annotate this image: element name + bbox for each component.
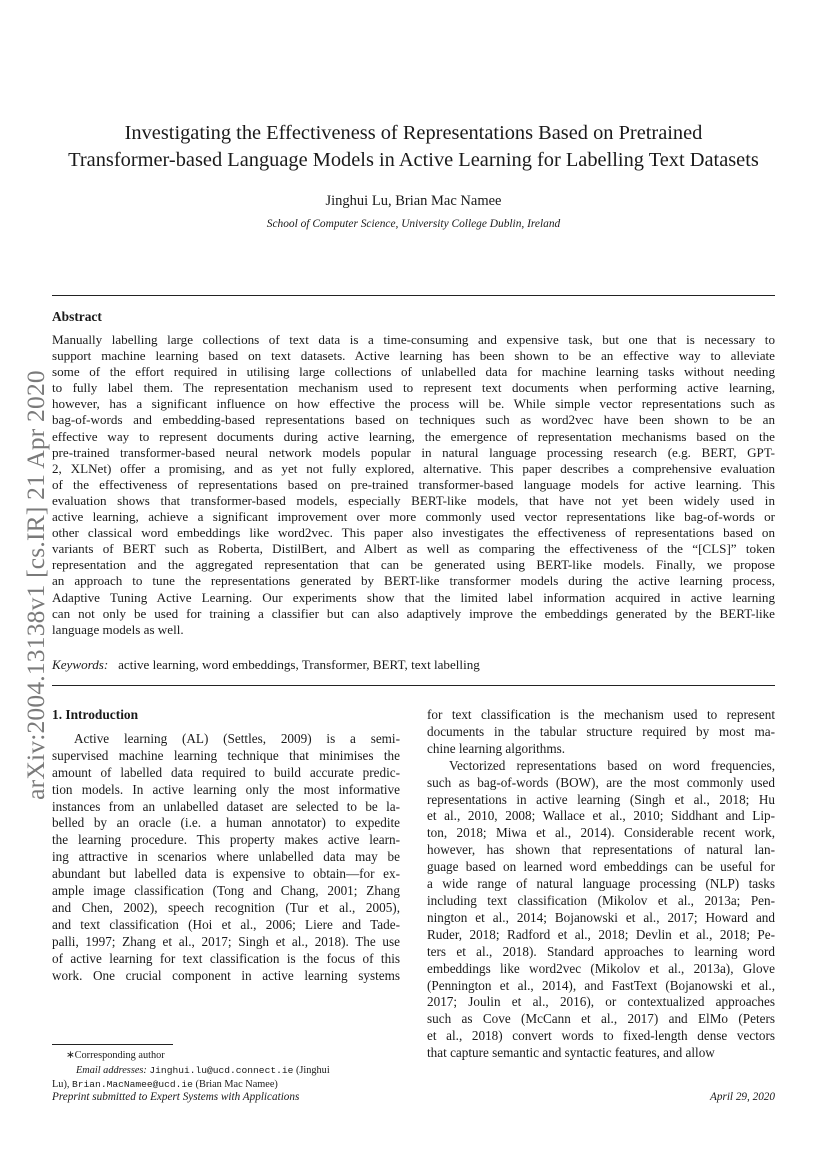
- abstract-heading: Abstract: [52, 309, 102, 324]
- abstract-body: [52, 332, 775, 638]
- text-line: for text classification is the mechanism used to represent: [427, 707, 775, 722]
- text-line: supervised machine learning technique that minimises the: [52, 747, 400, 763]
- text-line: an approach to tune the representations generated by BERT-like transformer models during the active learning process,: [52, 573, 775, 589]
- text-line: and text classification (Hoi et al., 2006; Liere and Tade-: [52, 916, 400, 932]
- intro-right-column: [427, 707, 775, 1062]
- footnote-rule: [52, 1044, 173, 1045]
- email-owner: (Brian Mac Namee): [195, 1079, 278, 1091]
- text-line: ample image classification (Tong and Chang, 2001; Zhang: [52, 883, 400, 899]
- text-line: amount of labelled data required to build accurate predic-: [52, 764, 400, 780]
- title-line: Transformer-based Language Models in Active Learning for Labelling Text Datasets: [68, 149, 759, 171]
- authors: Jinghui Lu, Brian Mac Namee: [325, 193, 502, 209]
- text-line: Vectorized representations based on word frequencies,: [449, 757, 775, 773]
- text-line: ters et al., 2018). Standard approaches to learning word: [427, 943, 775, 959]
- text-line: variants of BERT such as Roberta, DistilBert, and Albert as well as comparing the effectiveness of the “[CLS]” token: [52, 541, 775, 557]
- text-line: ing attractive in scenarios where unlabelled data may be: [52, 849, 400, 865]
- text-line: tion models. In active learning only the most informative: [52, 781, 400, 797]
- text-line: chine learning algorithms.: [427, 740, 566, 756]
- text-line: a wide range of natural language processing (NLP) tasks: [427, 876, 775, 892]
- title-line: Investigating the Effectiveness of Representations Based on Pretrained: [124, 122, 703, 144]
- text-line: belled by an oracle (i.e. a human annotator) to expedite: [52, 815, 400, 831]
- text-line: ton, 2018; Miwa et al., 2014). Considerable recent work,: [427, 825, 775, 841]
- text-line: other classical word embeddings like word2vec. This paper also investigates the effectiveness of representations based on: [52, 525, 775, 541]
- text-line: abundant but labelled data is expensive to obtain—for ex-: [52, 866, 400, 882]
- intro-paragraph: [52, 731, 400, 985]
- footer-journal: Preprint submitted to Expert Systems with Applications: [52, 1091, 300, 1103]
- text-line: bag-of-words and embedding-based representations based on techniques such as word2vec have been shown to be an: [52, 412, 775, 428]
- keywords-text: active learning, word embeddings, Transformer, BERT, text labelling: [118, 657, 480, 672]
- email-owner: (Jinghui: [295, 1064, 330, 1076]
- keywords: [52, 657, 775, 673]
- intro-paragraph: [427, 758, 775, 1062]
- paper-title: [40, 120, 787, 174]
- text-line: embeddings like word2vec (Mikolov et al., 2013a), Glove: [427, 960, 775, 976]
- text-line: can not only be used for training a classifier but can also adaptively improve the embeddings generated by the BERT-like: [52, 605, 775, 621]
- text-line: pre-trained transformer-based neural network models popular in natural language processing research (e.g. BERT, GPT-: [52, 444, 775, 460]
- text-line: that capture semantic and syntactic features, and allow: [427, 1045, 715, 1061]
- footnote-corresponding: ∗Corresponding author: [66, 1050, 165, 1061]
- email-link[interactable]: Brian.MacNamee@ucd.ie: [72, 1079, 193, 1091]
- text-line: representation and the aggregated representation that can be generated using BERT-like models. Finally, we propose: [52, 557, 775, 573]
- text-line: to fully label them. The representation mechanism used to represent text documents when performing active learning,: [52, 380, 775, 396]
- text-line: the learning procedure. This property makes active learn-: [52, 832, 400, 848]
- text-line: however, has shown that representations of natural lan-: [427, 842, 775, 858]
- footnote: [52, 1049, 400, 1093]
- text-line: Adaptive Tuning Active Learning. Our experiments show that the limited label information acquired in active learning: [52, 589, 775, 605]
- text-line: Active learning (AL) (Settles, 2009) is a semi-: [74, 730, 400, 746]
- text-line: guage based on learned word embeddings can be useful for: [427, 859, 775, 875]
- footer-date: April 29, 2020: [710, 1091, 775, 1103]
- text-line: instances from an unlabelled dataset are selected to be la-: [52, 798, 400, 814]
- text-line: nington et al., 2014; Bojanowski et al., 2017; Howard and: [427, 909, 775, 925]
- keywords-label: Keywords:: [52, 657, 109, 672]
- text-line: active learning, achieve a significant improvement over more commonly used vector representations like bag-of-words or: [52, 509, 775, 525]
- text-line: effective way to represent documents during active learning, the emergence of representation mechanisms based on the: [52, 428, 775, 444]
- email-owner: Lu),: [52, 1079, 70, 1091]
- intro-paragraph: [427, 707, 775, 758]
- text-line: of the effectiveness of representations based on pre-trained transformer-based language models for active learning. This: [52, 476, 775, 492]
- text-line: et al., 2010, 2008; Wallace et al., 2010; Siddhant and Lip-: [427, 808, 775, 824]
- top-rule: [52, 295, 775, 296]
- text-line: work. One crucial component in active learning systems: [52, 967, 400, 983]
- text-line: including text classification (Mikolov et al., 2013a; Pen-: [427, 892, 775, 908]
- section-heading: 1. Introduction: [52, 707, 139, 722]
- text-line: representations in active learning (Singh et al., 2018; Hu: [427, 791, 775, 807]
- text-line: of active learning for text classification is the focus of this: [52, 950, 400, 966]
- arxiv-stamp: arXiv:2004.13138v1 [cs.IR] 21 Apr 2020: [21, 370, 50, 800]
- text-line: 2, XLNet) offer a promising, and as yet not fully explored, alternative. This paper describes a comprehensive evaluation: [52, 460, 775, 476]
- text-line: and Chen, 2002), speech recognition (Tur et al., 2005),: [52, 899, 400, 915]
- email-label: Email addresses:: [76, 1064, 147, 1076]
- text-line: et al., 2018) convert words to fixed-length dense vectors: [427, 1028, 775, 1044]
- text-line: such as Cove (McCann et al., 2017) and ElMo (Peters: [427, 1011, 775, 1027]
- text-line: evaluation shows that transformer-based models, especially BERT-like models, that have not yet been widely used in: [52, 492, 775, 508]
- bottom-rule: [52, 685, 775, 686]
- text-line: some of the effort required in utilising large collections of unlabelled data for machine learning tasks without needing: [52, 364, 775, 380]
- text-line: however, has a significant influence on how effective the process will be. While simple vector representations such as: [52, 396, 775, 412]
- text-line: 2017; Joulin et al., 2016), or contextualized approaches: [427, 994, 775, 1010]
- text-line: Manually labelling large collections of text data is a time-consuming and expensive task, but one that is necessary to: [52, 332, 775, 347]
- text-line: such as bag-of-words (BOW), are the most commonly used: [427, 774, 775, 790]
- intro-left-column: [52, 707, 400, 985]
- text-line: Ruder, 2018; Radford et al., 2018; Devlin et al., 2018; Pe-: [427, 926, 775, 942]
- text-line: palli, 1997; Zhang et al., 2017; Singh et al., 2018). The use: [52, 933, 400, 949]
- text-line: language models as well.: [52, 621, 184, 637]
- text-line: documents in the tabular structure required by most ma-: [427, 723, 775, 739]
- text-line: support machine learning based on text datasets. Active learning has been shown to be an effective way to alleviate: [52, 348, 775, 364]
- text-line: (Pennington et al., 2014), and FastText (Bojanowski et al.,: [427, 977, 775, 993]
- email-link[interactable]: Jinghui.lu@ucd.connect.ie: [149, 1064, 294, 1076]
- affiliation: School of Computer Science, University College Dublin, Ireland: [266, 218, 561, 230]
